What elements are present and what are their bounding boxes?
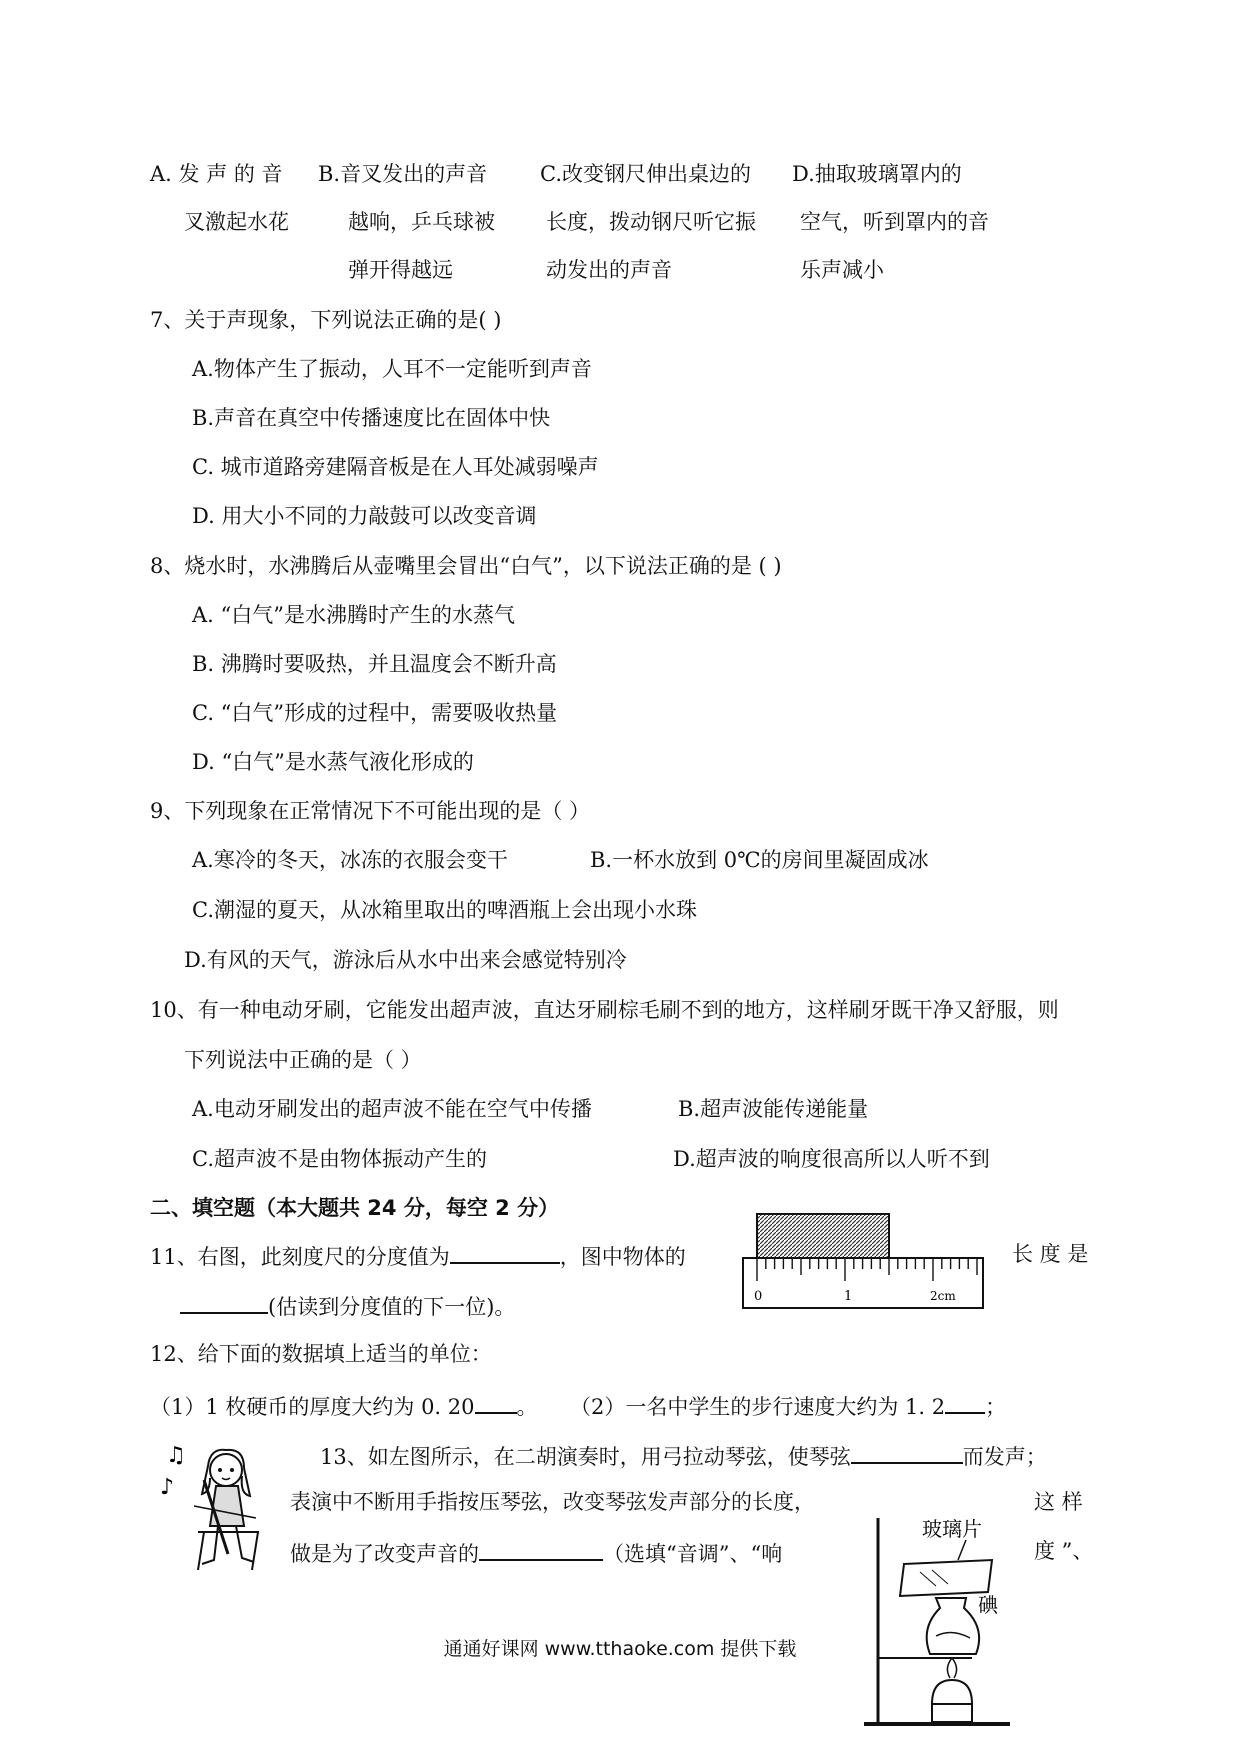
- q6-b-line2: 越响，乒乓球被: [348, 210, 495, 234]
- q11-text-3: 长 度 是: [1012, 1242, 1089, 1266]
- q11-line2: [180, 1290, 515, 1321]
- q12-sub2: [570, 1390, 1006, 1421]
- q6-d-line1: 抽取玻璃罩内的: [814, 162, 962, 186]
- q8-option-b: B. 沸腾时要吸热，并且温度会不断升高: [192, 652, 557, 676]
- q10-option-c: C.超声波不是由物体振动产生的: [192, 1147, 487, 1171]
- q13-line2-end: 这 样: [1034, 1490, 1083, 1514]
- q13-line3-hint: （选填“音调”、“响: [603, 1542, 783, 1566]
- q7-option-c: C. 城市道路旁建隔音板是在人耳处减弱噪声: [192, 455, 599, 479]
- q13-line3: [290, 1537, 782, 1568]
- iodine-label: 碘: [978, 1593, 998, 1617]
- q8-option-a: A. “白气”是水沸腾时产生的水蒸气: [192, 603, 515, 627]
- q9-option-a: A.寒冷的冬天，冰冻的衣服会变干: [192, 848, 508, 872]
- q7-option-d: D. 用大小不同的力敲鼓可以改变音调: [192, 504, 537, 528]
- q6-c-line1: 改变钢尺伸出桌边的: [562, 162, 751, 186]
- q6-d-line3: 乐声减小: [800, 258, 884, 282]
- q6-a-line2: 叉激起水花: [184, 210, 289, 234]
- q13-line1-text: 13、如左图所示，在二胡演奏时，用弓拉动琴弦，使琴弦: [320, 1445, 851, 1469]
- q11-text-4: (估读到分度值的下一位)。: [268, 1295, 516, 1319]
- q10-option-b: B.超声波能传递能量: [678, 1097, 869, 1121]
- q10-stem-line1: 10、有一种电动牙刷，它能发出超声波，直达牙刷棕毛刷不到的地方，这样刷牙既干净又舒服，则: [150, 998, 1059, 1022]
- q10-option-d: D.超声波的响度很高所以人听不到: [673, 1147, 990, 1171]
- glass-plate-label: 玻璃片: [922, 1517, 982, 1541]
- q13-line1-end: 而发声；: [962, 1445, 1047, 1469]
- measured-object: [757, 1214, 889, 1258]
- glass-plate: [900, 1560, 992, 1596]
- q8-option-c: C. “白气”形成的过程中，需要吸收热量: [192, 701, 558, 725]
- page-footer: 通通好课网 www.tthaoke.com 提供下载: [443, 1638, 797, 1660]
- q12-sub1-text: （1）1 枚硬币的厚度大约为 0. 20: [150, 1395, 475, 1419]
- q13-line3-text: 做是为了改变声音的: [290, 1542, 479, 1566]
- q12-blank-1[interactable]: [475, 1390, 517, 1414]
- q12-blank-2[interactable]: [945, 1390, 985, 1414]
- q6-b-line3: 弹开得越远: [348, 258, 453, 282]
- q12-sub2-text: （2）一名中学生的步行速度大约为 1. 2: [570, 1395, 946, 1419]
- q10-option-a: A.电动牙刷发出的超声波不能在空气中传播: [192, 1097, 592, 1121]
- q13-line3-end: 度 ”、: [1034, 1539, 1094, 1563]
- q6-option-c: [540, 160, 792, 304]
- ruler-label-0: 0: [754, 1289, 763, 1304]
- q11-text-1: 11、右图，此刻度尺的分度值为: [150, 1245, 450, 1269]
- q12-sub2-end: ；: [985, 1395, 1007, 1419]
- q9-stem: 9、下列现象在正常情况下不可能出现的是（ ）: [150, 799, 591, 823]
- q10-stem-line2: 下列说法中正确的是（ ）: [184, 1048, 422, 1072]
- q13-line1: [320, 1440, 1047, 1471]
- q9-option-c: C.潮湿的夏天，从冰箱里取出的啤酒瓶上会出现小水珠: [192, 898, 697, 922]
- q6-d-label: D.: [792, 162, 815, 186]
- q6-c-line2: 长度，拨动钢尺听它振: [546, 210, 756, 234]
- q6-d-line2: 空气，听到罩内的音: [800, 210, 989, 234]
- q8-stem: 8、烧水时，水沸腾后从壶嘴里会冒出“白气”，以下说法正确的是 ( ): [150, 554, 782, 578]
- ruler-label-1: 1: [844, 1289, 853, 1304]
- q9-option-b: B.一杯水放到 0℃的房间里凝固成冰: [590, 848, 929, 872]
- q13-line2: 表演中不断用手指按压琴弦，改变琴弦发声部分的长度，: [290, 1490, 815, 1514]
- q7-option-a: A.物体产生了振动，人耳不一定能听到声音: [192, 357, 592, 381]
- q7-option-b: B.声音在真空中传播速度比在固体中快: [192, 406, 551, 430]
- q6-options: [150, 160, 1032, 304]
- q11-line1: [150, 1240, 686, 1271]
- ruler-figure: [740, 1212, 990, 1312]
- q8-option-d: D. “白气”是水蒸气液化形成的: [192, 750, 474, 774]
- q11-blank-2[interactable]: [180, 1290, 268, 1314]
- q11-blank-1[interactable]: [450, 1240, 560, 1264]
- q9-option-d: D.有风的天气，游泳后从水中出来会感觉特别冷: [184, 948, 627, 972]
- music-note-icon-2: ♪: [160, 1475, 175, 1500]
- q6-b-label: B.: [318, 162, 341, 186]
- q13-blank-1[interactable]: [851, 1440, 963, 1464]
- section-heading-fill-in: 二、填空题（本大题共 24 分，每空 2 分）: [150, 1196, 560, 1220]
- q6-c-line3: 动发出的声音: [546, 258, 672, 282]
- q6-a-line1: 发 声 的 音: [178, 162, 283, 186]
- iodine-apparatus-figure: [860, 1508, 1060, 1734]
- q12-sub1-end: 。: [516, 1395, 538, 1419]
- q12-sub1: [150, 1390, 538, 1421]
- erhu-player-illustration: [158, 1436, 286, 1576]
- q6-option-b: [318, 160, 540, 304]
- q11-text-2: ，图中物体的: [559, 1245, 686, 1269]
- q7-stem: 7、关于声现象，下列说法正确的是( ): [150, 308, 502, 332]
- q6-option-d: [792, 160, 1032, 304]
- q12-stem: 12、给下面的数据填上适当的单位：: [150, 1342, 492, 1366]
- q6-c-label: C.: [540, 162, 562, 186]
- q6-b-line1: 音叉发出的声音: [340, 162, 488, 186]
- q6-option-a: [150, 160, 318, 304]
- q6-a-label: A.: [150, 162, 172, 186]
- ruler-label-2cm: 2cm: [930, 1289, 956, 1303]
- music-note-icon-1: ♫: [166, 1443, 186, 1468]
- alcohol-lamp: [932, 1680, 972, 1704]
- q13-blank-2[interactable]: [479, 1537, 603, 1561]
